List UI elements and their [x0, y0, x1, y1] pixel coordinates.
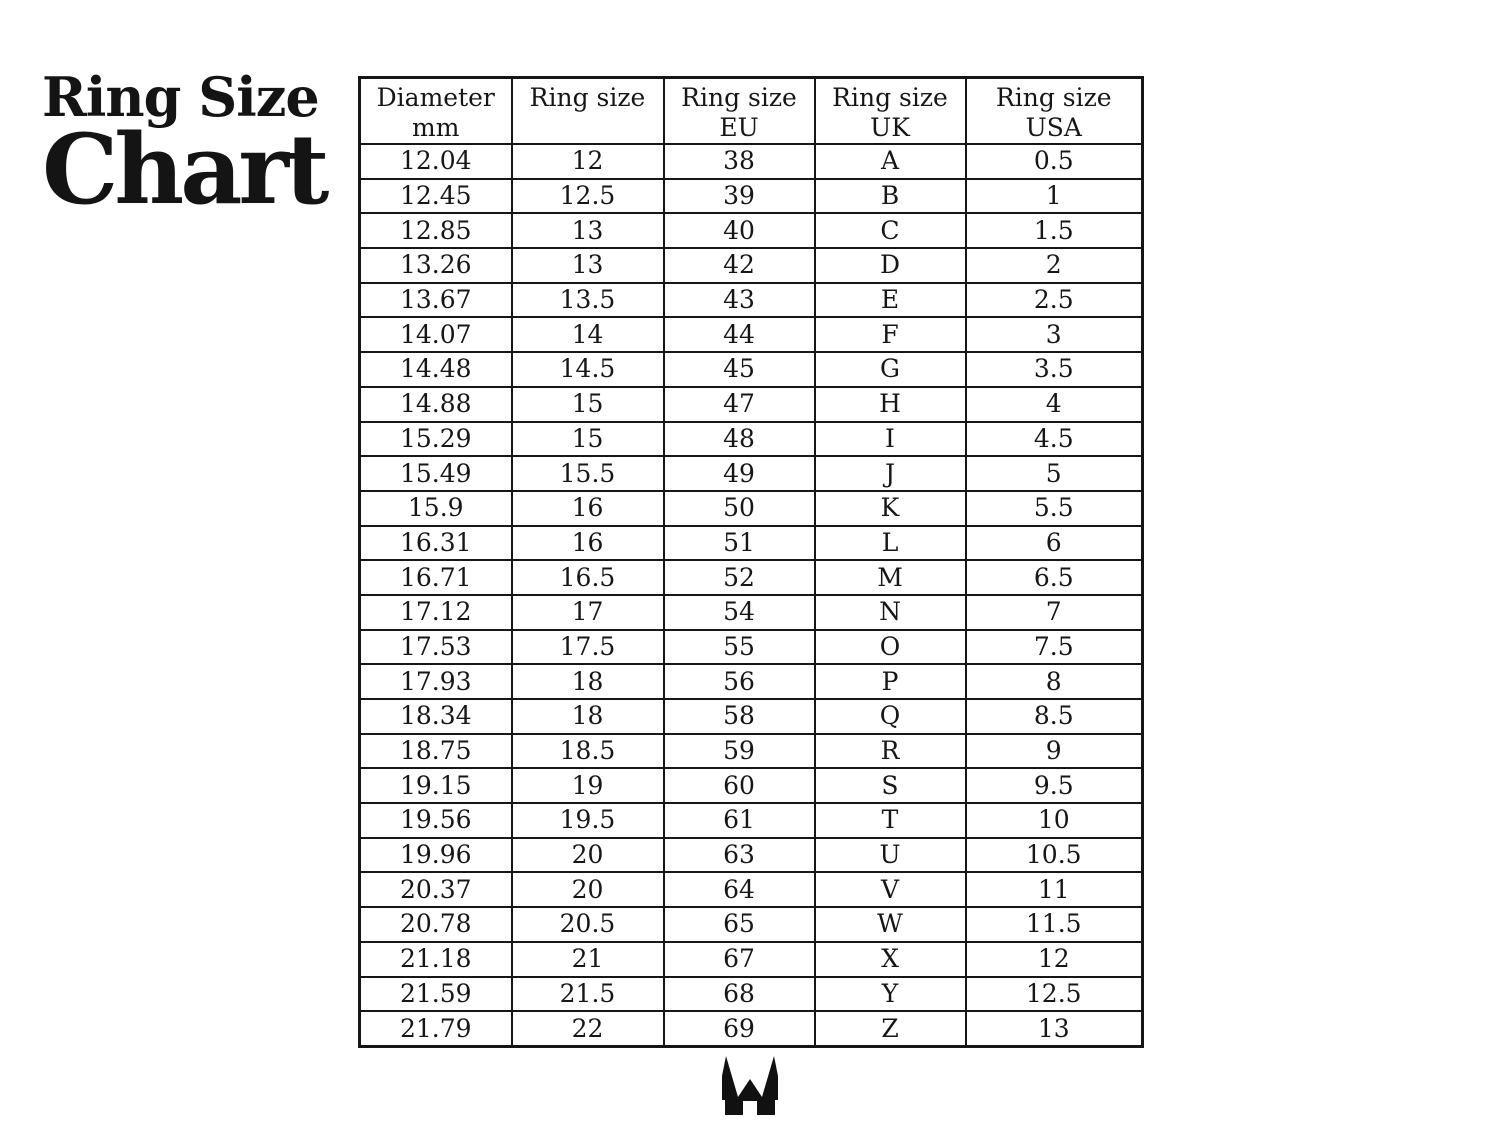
cell-ring-size-uk: P [815, 664, 966, 699]
cell-ring-size-usa: 1 [966, 179, 1143, 214]
cell-ring-size-uk: Q [815, 699, 966, 734]
page-title-line-2: Chart [42, 113, 326, 226]
cell-ring-size-uk: W [815, 907, 966, 942]
cell-diameter-mm: 21.59 [360, 977, 512, 1012]
cell-diameter-mm: 14.88 [360, 387, 512, 422]
cell-diameter-mm: 13.67 [360, 283, 512, 318]
header-cell-diameter-mm [360, 78, 512, 145]
cell-ring-size-eu: 43 [664, 283, 815, 318]
crown-w-logo-icon [722, 1056, 778, 1116]
cell-ring-size-uk: O [815, 630, 966, 665]
table-row [360, 213, 1143, 248]
cell-ring-size-usa: 10 [966, 803, 1143, 838]
cell-ring-size-eu: 42 [664, 248, 815, 283]
cell-ring-size-uk: J [815, 456, 966, 491]
header-label: Ring size [995, 82, 1112, 112]
cell-ring-size: 19 [512, 768, 664, 803]
cell-ring-size-eu: 45 [664, 352, 815, 387]
header-cell-ring-size-eu [664, 78, 815, 145]
cell-ring-size-uk: U [815, 838, 966, 873]
cell-ring-size-uk: Y [815, 977, 966, 1012]
cell-ring-size-usa: 1.5 [966, 213, 1143, 248]
cell-ring-size-eu: 69 [664, 1011, 815, 1046]
cell-ring-size-usa: 9.5 [966, 768, 1143, 803]
header-label: Ring size [832, 82, 948, 112]
cell-diameter-mm: 19.56 [360, 803, 512, 838]
table-row [360, 422, 1143, 457]
table-row [360, 734, 1143, 769]
table-row [360, 526, 1143, 561]
cell-ring-size: 16 [512, 491, 664, 526]
cell-ring-size-eu: 68 [664, 977, 815, 1012]
cell-ring-size-uk: A [815, 144, 966, 179]
cell-diameter-mm: 16.71 [360, 560, 512, 595]
cell-ring-size-usa: 2.5 [966, 283, 1143, 318]
table-row [360, 977, 1143, 1012]
cell-ring-size-eu: 55 [664, 630, 815, 665]
cell-diameter-mm: 12.04 [360, 144, 512, 179]
cell-ring-size-usa: 6 [966, 526, 1143, 561]
cell-ring-size: 13 [512, 248, 664, 283]
cell-ring-size-uk: C [815, 213, 966, 248]
cell-ring-size: 22 [512, 1011, 664, 1046]
cell-ring-size: 16 [512, 526, 664, 561]
cell-ring-size-usa: 13 [966, 1011, 1143, 1046]
cell-ring-size-uk: F [815, 317, 966, 352]
cell-ring-size-uk: G [815, 352, 966, 387]
cell-ring-size-usa: 10.5 [966, 838, 1143, 873]
cell-diameter-mm: 13.26 [360, 248, 512, 283]
cell-diameter-mm: 18.75 [360, 734, 512, 769]
cell-ring-size-usa: 2 [966, 248, 1143, 283]
cell-ring-size: 19.5 [512, 803, 664, 838]
cell-diameter-mm: 17.93 [360, 664, 512, 699]
table-row [360, 595, 1143, 630]
cell-ring-size: 15 [512, 387, 664, 422]
cell-ring-size-usa: 7.5 [966, 630, 1143, 665]
cell-ring-size: 14 [512, 317, 664, 352]
cell-ring-size-eu: 54 [664, 595, 815, 630]
cell-diameter-mm: 12.85 [360, 213, 512, 248]
cell-ring-size-eu: 52 [664, 560, 815, 595]
cell-ring-size-eu: 63 [664, 838, 815, 873]
cell-ring-size: 21 [512, 942, 664, 977]
cell-diameter-mm: 15.49 [360, 456, 512, 491]
cell-diameter-mm: 20.78 [360, 907, 512, 942]
cell-ring-size-usa: 11 [966, 872, 1143, 907]
cell-ring-size: 15 [512, 422, 664, 457]
cell-diameter-mm: 21.18 [360, 942, 512, 977]
cell-ring-size-uk: H [815, 387, 966, 422]
cell-ring-size-usa: 7 [966, 595, 1143, 630]
table-row [360, 248, 1143, 283]
cell-ring-size: 17.5 [512, 630, 664, 665]
cell-ring-size: 20 [512, 872, 664, 907]
page-title-line-1: Ring Size [42, 65, 319, 129]
table-row [360, 283, 1143, 318]
cell-ring-size-eu: 60 [664, 768, 815, 803]
header-sublabel: UK [870, 112, 910, 142]
cell-diameter-mm: 19.96 [360, 838, 512, 873]
cell-ring-size-usa: 8.5 [966, 699, 1143, 734]
cell-ring-size: 14.5 [512, 352, 664, 387]
cell-ring-size-eu: 38 [664, 144, 815, 179]
cell-ring-size-uk: V [815, 872, 966, 907]
cell-ring-size: 16.5 [512, 560, 664, 595]
cell-ring-size-usa: 5.5 [966, 491, 1143, 526]
cell-ring-size-usa: 4.5 [966, 422, 1143, 457]
header-label: Ring size [529, 82, 646, 112]
cell-ring-size-eu: 64 [664, 872, 815, 907]
cell-ring-size: 21.5 [512, 977, 664, 1012]
cell-ring-size-usa: 12.5 [966, 977, 1143, 1012]
cell-ring-size-eu: 65 [664, 907, 815, 942]
cell-ring-size-uk: L [815, 526, 966, 561]
table-row [360, 664, 1143, 699]
cell-diameter-mm: 12.45 [360, 179, 512, 214]
table-row [360, 387, 1143, 422]
cell-ring-size-uk: E [815, 283, 966, 318]
header-sublabel: EU [719, 112, 759, 142]
header-cell-ring-size-uk [815, 78, 966, 145]
cell-ring-size-uk: S [815, 768, 966, 803]
cell-ring-size: 18 [512, 664, 664, 699]
cell-ring-size-eu: 59 [664, 734, 815, 769]
cell-ring-size-usa: 11.5 [966, 907, 1143, 942]
table-row [360, 803, 1143, 838]
header-cell-ring-size-usa [966, 78, 1143, 145]
cell-ring-size-eu: 48 [664, 422, 815, 457]
cell-ring-size: 13 [512, 213, 664, 248]
table-row [360, 491, 1143, 526]
cell-ring-size: 20 [512, 838, 664, 873]
cell-ring-size-uk: K [815, 491, 966, 526]
cell-ring-size-uk: R [815, 734, 966, 769]
table-row [360, 1011, 1143, 1046]
cell-ring-size-usa: 3.5 [966, 352, 1143, 387]
table-row [360, 179, 1143, 214]
cell-ring-size-uk: X [815, 942, 966, 977]
cell-ring-size: 13.5 [512, 283, 664, 318]
cell-diameter-mm: 14.07 [360, 317, 512, 352]
table-header [360, 78, 1143, 145]
cell-ring-size-eu: 49 [664, 456, 815, 491]
cell-diameter-mm: 17.53 [360, 630, 512, 665]
cell-diameter-mm: 18.34 [360, 699, 512, 734]
cell-ring-size-usa: 8 [966, 664, 1143, 699]
table-row [360, 352, 1143, 387]
cell-ring-size-usa: 3 [966, 317, 1143, 352]
table-row [360, 699, 1143, 734]
cell-diameter-mm: 16.31 [360, 526, 512, 561]
cell-ring-size-uk: Z [815, 1011, 966, 1046]
cell-ring-size-usa: 4 [966, 387, 1143, 422]
cell-diameter-mm: 17.12 [360, 595, 512, 630]
header-cell-ring-size [512, 78, 664, 145]
cell-diameter-mm: 15.29 [360, 422, 512, 457]
header-sublabel: mm [412, 112, 460, 142]
cell-ring-size: 15.5 [512, 456, 664, 491]
cell-diameter-mm: 19.15 [360, 768, 512, 803]
table-row [360, 942, 1143, 977]
page-title [42, 65, 326, 226]
cell-ring-size-eu: 44 [664, 317, 815, 352]
cell-diameter-mm: 21.79 [360, 1011, 512, 1046]
cell-ring-size: 20.5 [512, 907, 664, 942]
table-row [360, 838, 1143, 873]
ring-size-table [358, 76, 1144, 1048]
cell-ring-size: 18 [512, 699, 664, 734]
cell-ring-size-eu: 51 [664, 526, 815, 561]
table-body [360, 144, 1143, 1046]
cell-ring-size-uk: I [815, 422, 966, 457]
table-row [360, 317, 1143, 352]
cell-ring-size-uk: N [815, 595, 966, 630]
table-row [360, 144, 1143, 179]
table-row [360, 560, 1143, 595]
header-label: Ring size [681, 82, 797, 112]
table-row [360, 630, 1143, 665]
table-row [360, 872, 1143, 907]
cell-diameter-mm: 20.37 [360, 872, 512, 907]
cell-ring-size-eu: 47 [664, 387, 815, 422]
cell-ring-size-uk: T [815, 803, 966, 838]
cell-ring-size-usa: 6.5 [966, 560, 1143, 595]
cell-ring-size-uk: M [815, 560, 966, 595]
cell-ring-size: 17 [512, 595, 664, 630]
header-row [360, 78, 1143, 145]
cell-ring-size: 12 [512, 144, 664, 179]
cell-ring-size-eu: 39 [664, 179, 815, 214]
cell-ring-size-eu: 40 [664, 213, 815, 248]
cell-ring-size-eu: 67 [664, 942, 815, 977]
cell-ring-size-usa: 9 [966, 734, 1143, 769]
cell-ring-size-uk: D [815, 248, 966, 283]
cell-ring-size-eu: 61 [664, 803, 815, 838]
table-row [360, 768, 1143, 803]
table-row [360, 456, 1143, 491]
cell-ring-size-eu: 56 [664, 664, 815, 699]
cell-diameter-mm: 15.9 [360, 491, 512, 526]
cell-ring-size-eu: 50 [664, 491, 815, 526]
cell-ring-size-eu: 58 [664, 699, 815, 734]
cell-ring-size-usa: 12 [966, 942, 1143, 977]
cell-ring-size: 12.5 [512, 179, 664, 214]
cell-ring-size: 18.5 [512, 734, 664, 769]
cell-ring-size-uk: B [815, 179, 966, 214]
table-row [360, 907, 1143, 942]
cell-ring-size-usa: 5 [966, 456, 1143, 491]
header-sublabel [513, 114, 663, 142]
cell-diameter-mm: 14.48 [360, 352, 512, 387]
cell-ring-size-usa: 0.5 [966, 144, 1143, 179]
header-label: Diameter [376, 82, 495, 112]
header-sublabel: USA [1025, 112, 1082, 142]
